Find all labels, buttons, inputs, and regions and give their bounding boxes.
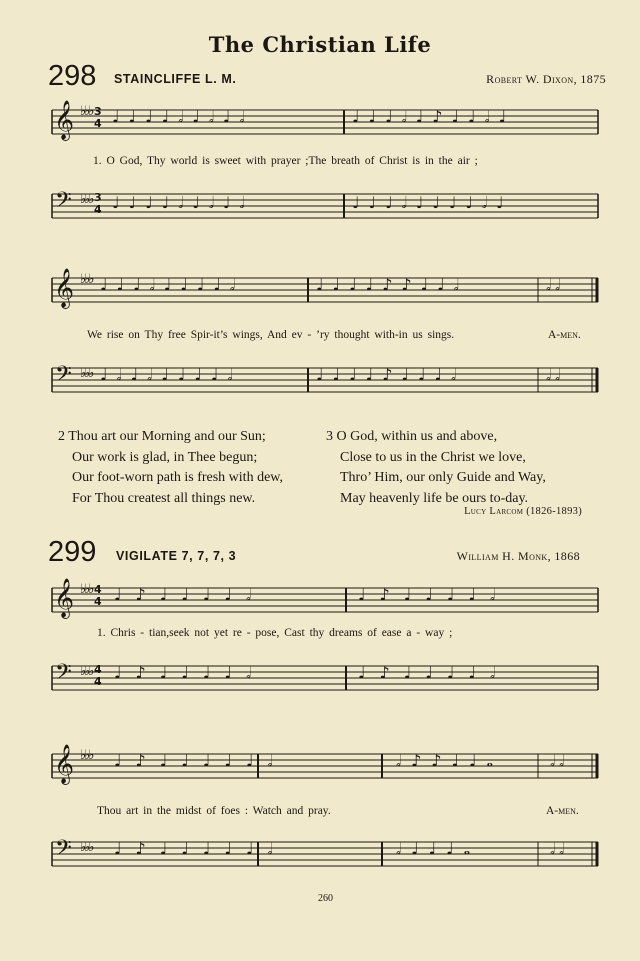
treble-notes-icon: ♩♩♩𝅗𝅥♩♪♩♩𝅗𝅥♩ — [352, 107, 516, 126]
key-signature-flats-icon: ♭♭♭ — [80, 582, 93, 597]
bass-clef-icon: 𝄢 — [55, 836, 72, 866]
treble-notes-icon: ♩♩♩𝅗𝅥♩♩♩♩𝅗𝅥 — [100, 275, 245, 294]
bass-notes-icon: ♩♪♩♩♩♩𝅗𝅥 — [114, 663, 266, 682]
verse-line: Close to us in the Christ we love, — [340, 449, 526, 465]
bass-notes-icon: ♩♩♩𝅗𝅥♩♩♩♩𝅗𝅥♩ — [352, 193, 513, 212]
treble-notes-icon: 𝅗𝅥𝅗𝅥 — [546, 275, 565, 294]
bass-notes-icon: ♩♪♩♩♩♩♩𝅗𝅥 — [114, 839, 287, 858]
hymn-298-amen: A-men. — [548, 329, 581, 341]
hymn-298-system1-lyrics: 1. O God, Thy world is sweet with prayer ;The breath of Christ is in the air ; — [93, 155, 478, 167]
key-signature-flats-icon: ♭♭♭ — [80, 272, 93, 287]
verse-line: Thro’ Him, our only Guide and Way, — [340, 470, 546, 485]
hymn-298-tune: STAINCLIFFE L. M. — [114, 72, 237, 86]
treble-clef-icon: 𝄞 — [54, 268, 75, 308]
treble-notes-icon: ♩♪♩♩♩♩𝅗𝅥 — [358, 585, 510, 604]
bass-clef-icon: 𝄢 — [55, 362, 72, 392]
key-signature-flats-icon: ♭♭♭ — [80, 840, 93, 855]
verse-line: Our foot-worn path is fresh with dew, — [72, 470, 283, 485]
hymn-299-number: 299 — [48, 536, 97, 568]
treble-notes-icon: ♩♪♩♩♩♩𝅗𝅥 — [114, 585, 266, 604]
verse-number: 2 — [58, 429, 65, 444]
section-title: The Christian Life — [208, 32, 432, 57]
verse-number: 3 — [326, 429, 333, 444]
time-signature-icon: 3 4 — [94, 191, 102, 216]
verse-line: For Thou createst all things new. — [72, 490, 256, 506]
bass-notes-icon: ♩♩♩♩𝅗𝅥♩𝅗𝅥♩𝅗𝅥 — [112, 193, 254, 212]
key-signature-flats-icon: ♭♭♭ — [80, 366, 93, 381]
bass-notes-icon: ♩♩♩♩♪♩♩♩𝅗𝅥 — [316, 365, 466, 384]
treble-clef-icon: 𝄞 — [54, 744, 75, 784]
verse-line: May heavenly life be ours to-day. — [340, 490, 529, 506]
hymn-298-system2-lyrics: We rise on Thy free Spir-it’s wings, And ev - ’ry thought with-in us sings. — [87, 329, 455, 341]
time-signature-icon: 3 4 — [94, 105, 102, 130]
bass-notes-icon: ♩♪♩♩♩♩𝅗𝅥 — [358, 663, 510, 682]
hymn-299-tune: VIGILATE 7, 7, 7, 3 — [116, 549, 237, 563]
hymn-298-verse-2 — [58, 427, 283, 509]
treble-notes-icon: ♩♩♩♩𝅗𝅥♩𝅗𝅥♩𝅗𝅥 — [112, 107, 254, 126]
key-signature-flats-icon: ♭♭♭ — [80, 192, 93, 207]
hymn-299-system2-lyrics: Thou art in the midst of foes : Watch and pray. — [97, 805, 331, 817]
hymn-299-author: William H. Monk, 1868 — [456, 549, 580, 563]
bass-notes-icon: ♩𝅗𝅥♩𝅗𝅥♩♩♩♩𝅗𝅥 — [100, 365, 242, 384]
treble-notes-icon: ♩♩♩♩♪♪♩♩𝅗𝅥 — [316, 275, 468, 294]
treble-notes-icon: 𝅗𝅥♪♪♩♩𝅝 — [396, 751, 503, 770]
key-signature-flats-icon: ♭♭♭ — [80, 748, 93, 763]
bass-notes-icon: 𝅗𝅥♩♩♩𝅝 — [396, 839, 481, 858]
verse-line: O God, within us and above, — [336, 429, 498, 444]
bass-clef-icon: 𝄢 — [55, 188, 72, 218]
treble-notes-icon: 𝅗𝅥𝅗𝅥 — [550, 751, 569, 770]
treble-clef-icon: 𝄞 — [54, 100, 75, 140]
bass-notes-icon: 𝅗𝅥𝅗𝅥 — [546, 365, 565, 384]
hymn-298-lyricist-credit: Lucy Larcom (1826-1893) — [464, 506, 582, 517]
time-signature-icon: 4 4 — [94, 663, 102, 688]
hymn-298-verse-3 — [326, 427, 546, 509]
verse-line: Our work is glad, in Thee begun; — [72, 449, 258, 465]
page-number: 260 — [318, 893, 333, 904]
verse-line: Thou art our Morning and our Sun; — [68, 429, 266, 444]
hymn-299-system1-lyrics: 1. Chris - tian,seek not yet re - pose, Cast thy dreams of ease a - way ; — [97, 627, 453, 639]
hymn-299-amen: A-men. — [546, 805, 579, 817]
treble-notes-icon: ♩♪♩♩♩♩♩𝅗𝅥 — [114, 751, 287, 770]
time-signature-icon: 4 4 — [94, 583, 102, 608]
treble-clef-icon: 𝄞 — [54, 578, 75, 618]
bass-notes-icon: 𝅗𝅥𝅗𝅥 — [550, 839, 569, 858]
key-signature-flats-icon: ♭♭♭ — [80, 664, 93, 679]
hymn-298-author: Robert W. Dixon, 1875 — [486, 72, 606, 86]
bass-clef-icon: 𝄢 — [55, 660, 72, 690]
hymn-298-number: 298 — [48, 60, 97, 92]
key-signature-flats-icon: ♭♭♭ — [80, 104, 93, 119]
